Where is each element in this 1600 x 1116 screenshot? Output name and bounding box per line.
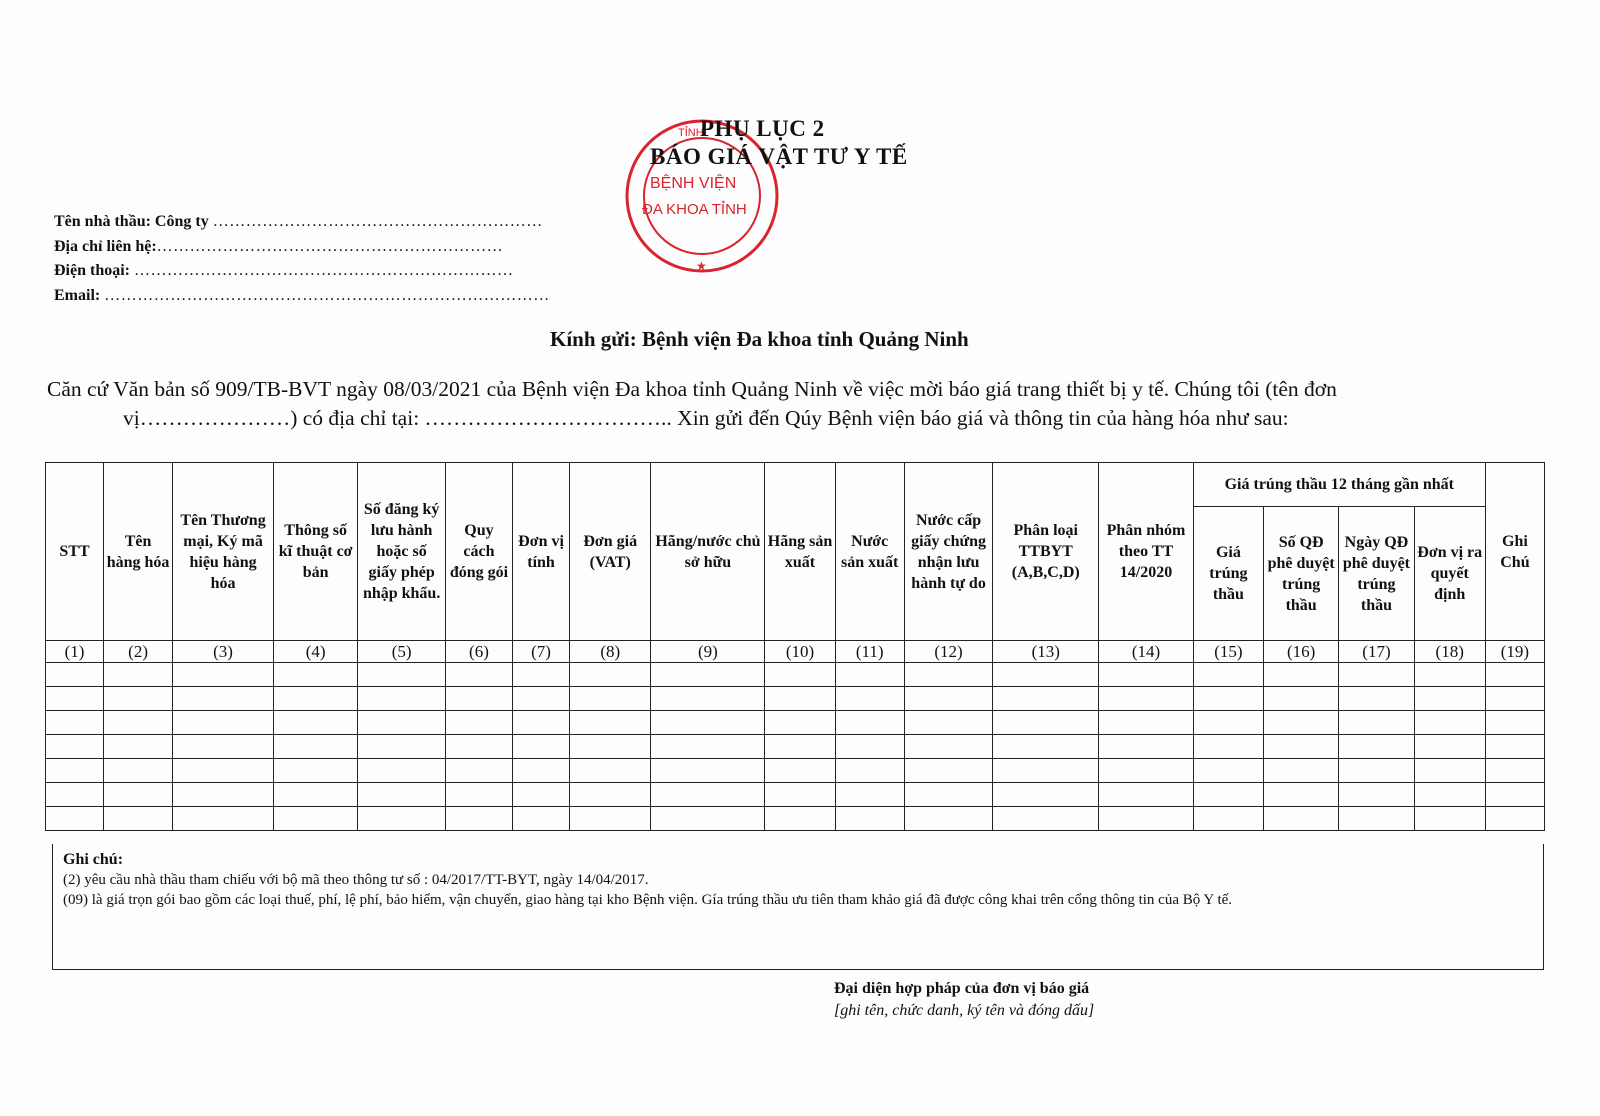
table-row bbox=[46, 711, 1545, 735]
col-header-19: Ghi Chú bbox=[1485, 463, 1544, 641]
group-header-winning-price: Giá trúng thầu 12 tháng gần nhất bbox=[1193, 463, 1485, 507]
bidder-name-label: Tên nhà thầu: Công ty bbox=[54, 213, 209, 230]
col-number: (3) bbox=[173, 641, 274, 663]
intro-line-2: vị…………………) có địa chỉ tại: …………………………….. Xin gửi đến Qúy Bệnh viện báo giá và thông tin của hàng hóa như sau: bbox=[123, 406, 1289, 430]
table-row bbox=[46, 687, 1545, 711]
bidder-name-line bbox=[54, 210, 550, 235]
appendix-title: PHỤ LỤC 2 bbox=[700, 116, 825, 141]
table-row bbox=[46, 807, 1545, 831]
stamp-star-icon: ★ bbox=[696, 259, 707, 273]
document-title: BÁO GIÁ VẬT TƯ Y TẾ bbox=[650, 144, 908, 169]
table-row bbox=[46, 783, 1545, 807]
col-header-13: Phân loại TTBYT (A,B,C,D) bbox=[993, 463, 1099, 641]
col-number: (14) bbox=[1099, 641, 1194, 663]
col-number: (2) bbox=[104, 641, 173, 663]
col-number: (17) bbox=[1339, 641, 1414, 663]
col-number: (12) bbox=[904, 641, 993, 663]
table-row bbox=[46, 735, 1545, 759]
col-number: (8) bbox=[570, 641, 651, 663]
col-header-6: Quy cách đóng gói bbox=[445, 463, 512, 641]
col-number: (15) bbox=[1193, 641, 1263, 663]
bidder-email-label: Email: bbox=[54, 286, 101, 304]
bidder-address-label: Địa chỉ liên hệ: bbox=[54, 237, 157, 255]
stamp-top-text: TỈNH bbox=[678, 127, 704, 139]
quotation-table bbox=[45, 462, 1545, 831]
col-header-2: Tên hàng hóa bbox=[104, 463, 173, 641]
col-header-7: Đơn vị tính bbox=[513, 463, 570, 641]
col-number: (1) bbox=[46, 641, 104, 663]
note-line-1: (2) yêu cầu nhà thầu tham chiếu với bộ mã theo thông tư số : 04/2017/TT-BYT, ngày 14/04/2017. bbox=[63, 872, 649, 888]
bidder-email-dots: ……………………………………………………………………… bbox=[104, 286, 550, 304]
col-header-18: Đơn vị ra quyết định bbox=[1414, 507, 1485, 641]
col-header-11: Nước sản xuất bbox=[835, 463, 904, 641]
col-number: (10) bbox=[765, 641, 835, 663]
col-header-4: Thông số kĩ thuật cơ bản bbox=[273, 463, 357, 641]
col-number: (6) bbox=[445, 641, 512, 663]
col-header-17: Ngày QĐ phê duyệt trúng thầu bbox=[1339, 507, 1414, 641]
col-number: (11) bbox=[835, 641, 904, 663]
signature-instruction: [ghi tên, chức danh, ký tên và đóng dấu] bbox=[834, 1002, 1095, 1019]
col-number: (13) bbox=[993, 641, 1099, 663]
col-header-1: STT bbox=[46, 463, 104, 641]
recipient-line: Kính gửi: Bệnh viện Đa khoa tỉnh Quảng Ninh bbox=[550, 327, 969, 351]
bidder-phone-label: Điện thoại: bbox=[54, 262, 130, 279]
col-header-3: Tên Thương mại, Ký mã hiệu hàng hóa bbox=[173, 463, 274, 641]
col-number: (4) bbox=[273, 641, 357, 663]
bidder-info bbox=[54, 210, 550, 308]
col-number: (18) bbox=[1414, 641, 1485, 663]
bidder-address-line bbox=[54, 235, 550, 260]
notes-box bbox=[52, 844, 1544, 970]
table-row bbox=[46, 663, 1545, 687]
col-number: (7) bbox=[513, 641, 570, 663]
col-header-8: Đơn giá (VAT) bbox=[570, 463, 651, 641]
col-number: (19) bbox=[1485, 641, 1544, 663]
notes-title: Ghi chú: bbox=[63, 851, 124, 868]
bidder-email-line bbox=[54, 284, 550, 309]
col-header-15: Giá trúng thầu bbox=[1193, 507, 1263, 641]
col-number: (16) bbox=[1264, 641, 1339, 663]
stamp-line2: ĐA KHOA TỈNH bbox=[642, 201, 747, 218]
note-line-2: (09) là giá trọn gói bao gồm các loại thuế, phí, lệ phí, bảo hiểm, vận chuyển, giao hàng tại kho Bệnh viện. Gía trúng thầu ưu tiên tham khảo giá đã được công khai trên cổng thông tin của Bộ Y tế. bbox=[63, 892, 1233, 908]
col-number: (5) bbox=[358, 641, 446, 663]
col-header-10: Hãng sản xuất bbox=[765, 463, 835, 641]
intro-line-1: Căn cứ Văn bản số 909/TB-BVT ngày 08/03/2021 của Bệnh viện Đa khoa tỉnh Quảng Ninh về việc mời báo giá trang thiết bị y tế. Chúng tôi (tên đơn bbox=[47, 377, 1337, 401]
bidder-name-dots: …………………………………………………… bbox=[212, 213, 543, 230]
col-header-9: Hãng/nước chủ sở hữu bbox=[651, 463, 765, 641]
col-header-5: Số đăng ký lưu hành hoặc số giấy phép nhập khẩu. bbox=[358, 463, 446, 641]
col-header-12: Nước cấp giấy chứng nhận lưu hành tự do bbox=[904, 463, 993, 641]
col-header-16: Số QĐ phê duyệt trúng thầu bbox=[1264, 507, 1339, 641]
stamp-line1: BỆNH VIỆN bbox=[650, 175, 737, 192]
bidder-address-dots: ……………………………………………………… bbox=[156, 237, 504, 255]
table-row bbox=[46, 759, 1545, 783]
col-header-14: Phân nhóm theo TT 14/2020 bbox=[1099, 463, 1194, 641]
bidder-phone-dots: …………………………………………………………… bbox=[134, 262, 514, 279]
signature-title: Đại diện hợp pháp của đơn vị báo giá bbox=[834, 980, 1090, 997]
bidder-phone-line bbox=[54, 259, 550, 284]
col-number: (9) bbox=[651, 641, 765, 663]
